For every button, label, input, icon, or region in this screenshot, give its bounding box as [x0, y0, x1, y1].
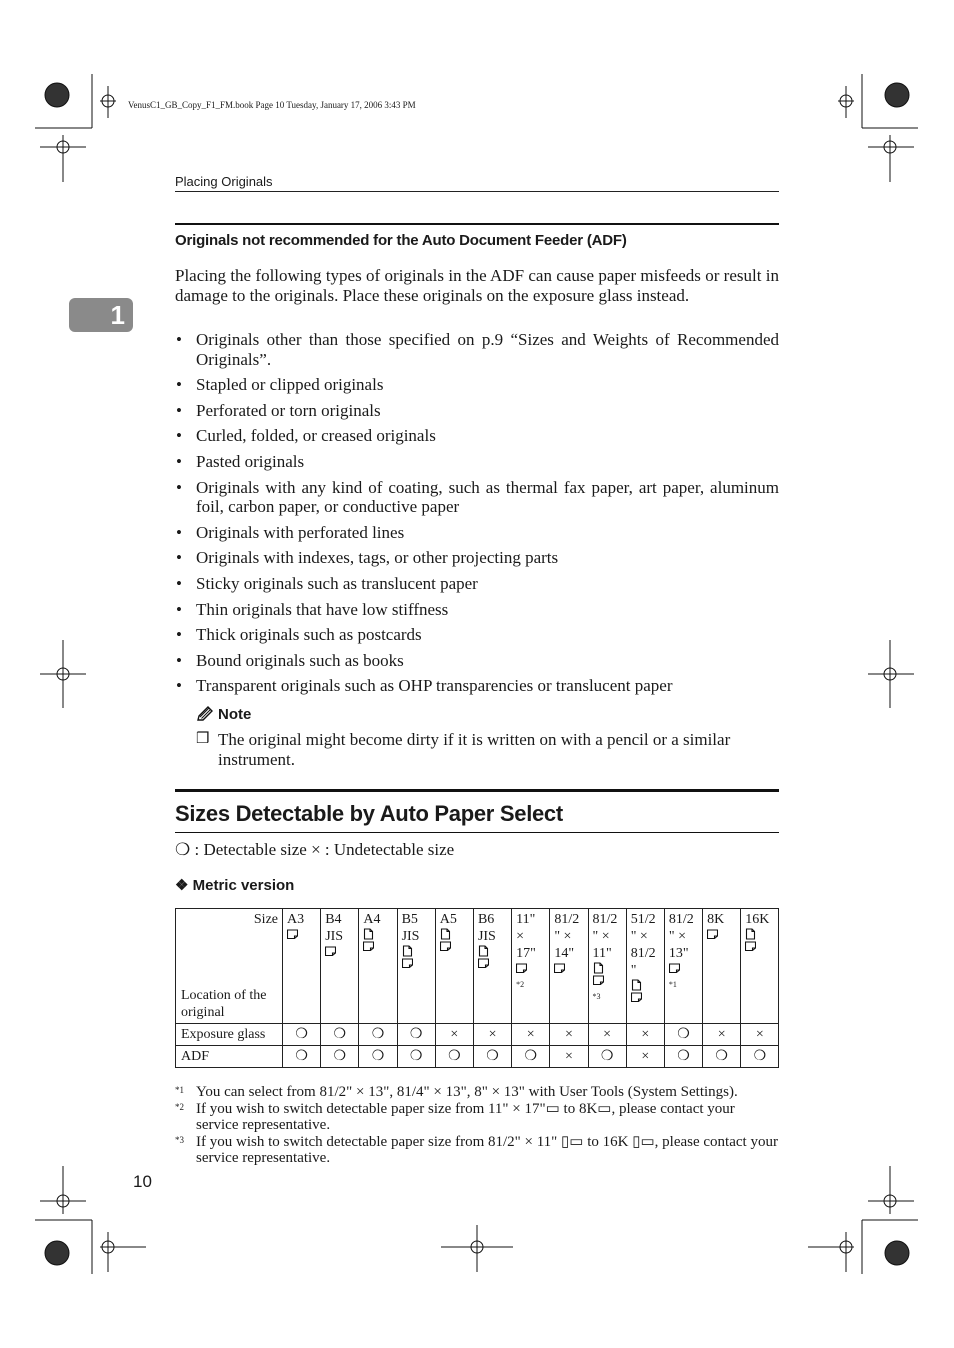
- size-label-line: 51/2: [630, 912, 656, 927]
- list-item: • Originals other than those specified on p.9 “Sizes and Weights of Recommended Originals”.: [175, 330, 779, 369]
- list-item: • Bound originals such as books: [175, 651, 779, 671]
- landscape-orientation-icon: [478, 957, 489, 969]
- size-column-header: [359, 909, 397, 1024]
- size-label-line: JIS: [401, 929, 420, 944]
- landscape-orientation-icon: [669, 962, 680, 974]
- landscape-orientation-icon: [745, 940, 756, 952]
- size-label-line: A3: [287, 912, 305, 927]
- landscape-orientation-icon: [631, 991, 642, 1003]
- page-number: 10: [133, 1172, 152, 1191]
- note-body: [196, 730, 779, 769]
- size-label-line: JIS: [325, 929, 344, 944]
- size-column-header: [512, 909, 550, 1024]
- detect-cell: ❍: [512, 1046, 550, 1068]
- detect-cell: ×: [512, 1024, 550, 1046]
- detect-cell: ×: [741, 1024, 779, 1046]
- size-column-header: [588, 909, 626, 1024]
- landscape-orientation-icon: [593, 974, 604, 986]
- footnote-number: *2: [175, 1102, 184, 1112]
- detect-cell: ×: [550, 1046, 588, 1068]
- corner-size-label: Size: [253, 912, 278, 927]
- portrait-orientation-icon: [631, 979, 642, 991]
- adf-item-list: [175, 330, 779, 702]
- size-label-line: " ×: [668, 929, 686, 944]
- detect-cell: ×: [588, 1024, 626, 1046]
- adf-heading: Originals not recommended for the Auto Document Feeder (ADF): [175, 223, 779, 249]
- size-column-header: [550, 909, 588, 1024]
- portrait-orientation-icon: [593, 962, 604, 974]
- portrait-orientation-icon: [745, 928, 756, 940]
- landscape-orientation-icon: [402, 957, 413, 969]
- detect-cell: ×: [703, 1024, 741, 1046]
- list-item: • Thin originals that have low stiffness: [175, 600, 779, 620]
- size-label-line: " ×: [592, 929, 610, 944]
- size-detection-table: [175, 908, 779, 1068]
- detect-cell: ❍: [359, 1024, 397, 1046]
- list-item: • Pasted originals: [175, 452, 779, 472]
- size-label-line: 14": [554, 946, 575, 961]
- size-column-header: [664, 909, 702, 1024]
- portrait-orientation-icon: [440, 928, 451, 940]
- size-column-header: [397, 909, 435, 1024]
- size-label-line: 81/2: [592, 912, 618, 927]
- size-label-line: B6: [477, 912, 495, 927]
- landscape-orientation-icon: [287, 928, 298, 940]
- list-item: • Sticky originals such as translucent paper: [175, 574, 779, 594]
- detect-cell: ×: [626, 1046, 664, 1068]
- size-label-line: " ×: [554, 929, 572, 944]
- landscape-orientation-icon: [554, 962, 565, 974]
- detect-cell: ❍: [473, 1046, 511, 1068]
- detect-cell: ❍: [283, 1046, 321, 1068]
- list-item: • Perforated or torn originals: [175, 401, 779, 421]
- list-item: • Originals with perforated lines: [175, 523, 779, 543]
- detect-cell: ❍: [664, 1024, 702, 1046]
- size-label-line: ×: [516, 929, 525, 944]
- table-row: [176, 1046, 779, 1068]
- detect-cell: ❍: [588, 1046, 626, 1068]
- footnote-number: *1: [175, 1085, 184, 1095]
- portrait-orientation-icon: [478, 945, 489, 957]
- list-item: • Stapled or clipped originals: [175, 375, 779, 395]
- size-column-header: [626, 909, 664, 1024]
- footnote-ref: *1: [668, 980, 677, 989]
- list-item: • Thick originals such as postcards: [175, 625, 779, 645]
- size-label-line: 81/2: [554, 912, 580, 927]
- footnotes: [175, 1084, 779, 1167]
- size-label-line: 17": [516, 946, 536, 961]
- size-label-line: 81/2: [630, 946, 656, 961]
- footnote-ref: *2: [516, 980, 525, 989]
- size-column-header: [703, 909, 741, 1024]
- table-corner-cell: [176, 909, 283, 1024]
- detect-cell: ❍: [703, 1046, 741, 1068]
- size-column-header: [283, 909, 321, 1024]
- chapter-tab: [69, 298, 133, 332]
- footnote-text: If you wish to switch detectable paper size from 81/2" × 11" ▯▭ to 16K ▯▭, please contact your service representative.: [196, 1134, 778, 1166]
- list-item: • Transparent originals such as OHP transparencies or translucent paper: [175, 676, 779, 696]
- detect-cell: ❍: [283, 1024, 321, 1046]
- detect-cell: ×: [435, 1024, 473, 1046]
- size-column-header: [435, 909, 473, 1024]
- portrait-orientation-icon: [363, 928, 374, 940]
- detect-cell: ❍: [664, 1046, 702, 1068]
- running-head: Placing Originals: [175, 174, 779, 192]
- detect-cell: ×: [626, 1024, 664, 1046]
- list-item: • Originals with any kind of coating, such as thermal fax paper, art paper, aluminum foil, carbon paper, or conductive paper: [175, 478, 779, 517]
- detect-cell: ❍: [359, 1046, 397, 1068]
- size-label-line: B5: [401, 912, 418, 927]
- size-label-line: ": [630, 963, 637, 978]
- footnote-text: If you wish to switch detectable paper size from 11" × 17"▭ to 8K▭, please contact your service representative.: [196, 1101, 735, 1133]
- detect-cell: ❍: [435, 1046, 473, 1068]
- footnote: [175, 1101, 779, 1133]
- size-label-line: JIS: [477, 929, 496, 944]
- landscape-orientation-icon: [325, 945, 336, 957]
- corner-location-label: Location of the original: [181, 988, 267, 1020]
- size-legend: ❍ : Detectable size × : Undetectable size: [175, 840, 455, 859]
- footnote-text: You can select from 81/2" × 13", 81/4" × 13", 8" × 13" with User Tools (System Settings).: [196, 1084, 738, 1100]
- landscape-orientation-icon: [516, 962, 527, 974]
- detect-cell: ×: [550, 1024, 588, 1046]
- landscape-orientation-icon: [363, 940, 374, 952]
- file-meta-line: VenusC1_GB_Copy_F1_FM.book Page 10 Tuesday, January 17, 2006 3:43 PM: [128, 100, 416, 110]
- detect-cell: ❍: [321, 1024, 359, 1046]
- size-label-line: 11": [592, 946, 612, 961]
- footnote-ref: *3: [592, 992, 601, 1001]
- size-column-header: [741, 909, 779, 1024]
- size-label-line: A4: [363, 912, 381, 927]
- size-label-line: A5: [439, 912, 457, 927]
- portrait-orientation-icon: [402, 945, 413, 957]
- metric-version-heading: ❖ Metric version: [175, 877, 295, 894]
- size-column-header: [473, 909, 511, 1024]
- detect-cell: ×: [473, 1024, 511, 1046]
- row-label: Exposure glass: [176, 1024, 283, 1046]
- detect-cell: ❍: [741, 1046, 779, 1068]
- detect-cell: ❍: [321, 1046, 359, 1068]
- note-label: Note: [218, 706, 252, 723]
- size-label-line: 13": [668, 946, 689, 961]
- detect-cell: ❍: [397, 1046, 435, 1068]
- size-label-line: 16K: [745, 912, 770, 927]
- size-label-line: " ×: [630, 929, 648, 944]
- note-heading: [196, 706, 251, 723]
- size-label-line: 11": [516, 912, 536, 927]
- row-label: ADF: [176, 1046, 283, 1068]
- table-row: [176, 1024, 779, 1046]
- table-header-row: [176, 909, 779, 1024]
- list-item: • Curled, folded, or creased originals: [175, 426, 779, 446]
- note-text: The original might become dirty if it is written on with a pencil or a similar instrument.: [218, 730, 731, 769]
- sizes-heading: Sizes Detectable by Auto Paper Select: [175, 789, 779, 833]
- checkbox-icon: ❒: [196, 731, 210, 747]
- adf-intro: Placing the following types of originals in the ADF can cause paper misfeeds or result in damage to the originals. Place these originals on the exposure glass instead.: [175, 266, 779, 305]
- landscape-orientation-icon: [440, 940, 451, 952]
- chapter-number: 1: [110, 300, 125, 330]
- pencil-icon: [196, 706, 214, 722]
- footnote-number: *3: [175, 1135, 184, 1145]
- size-label-line: 8K: [707, 912, 725, 927]
- size-column-header: [321, 909, 359, 1024]
- size-label-line: 81/2: [668, 912, 694, 927]
- footnote: [175, 1134, 779, 1166]
- list-item: • Originals with indexes, tags, or other projecting parts: [175, 548, 779, 568]
- footnote: [175, 1084, 779, 1100]
- detect-cell: ❍: [397, 1024, 435, 1046]
- size-label-line: B4: [325, 912, 342, 927]
- landscape-orientation-icon: [707, 928, 718, 940]
